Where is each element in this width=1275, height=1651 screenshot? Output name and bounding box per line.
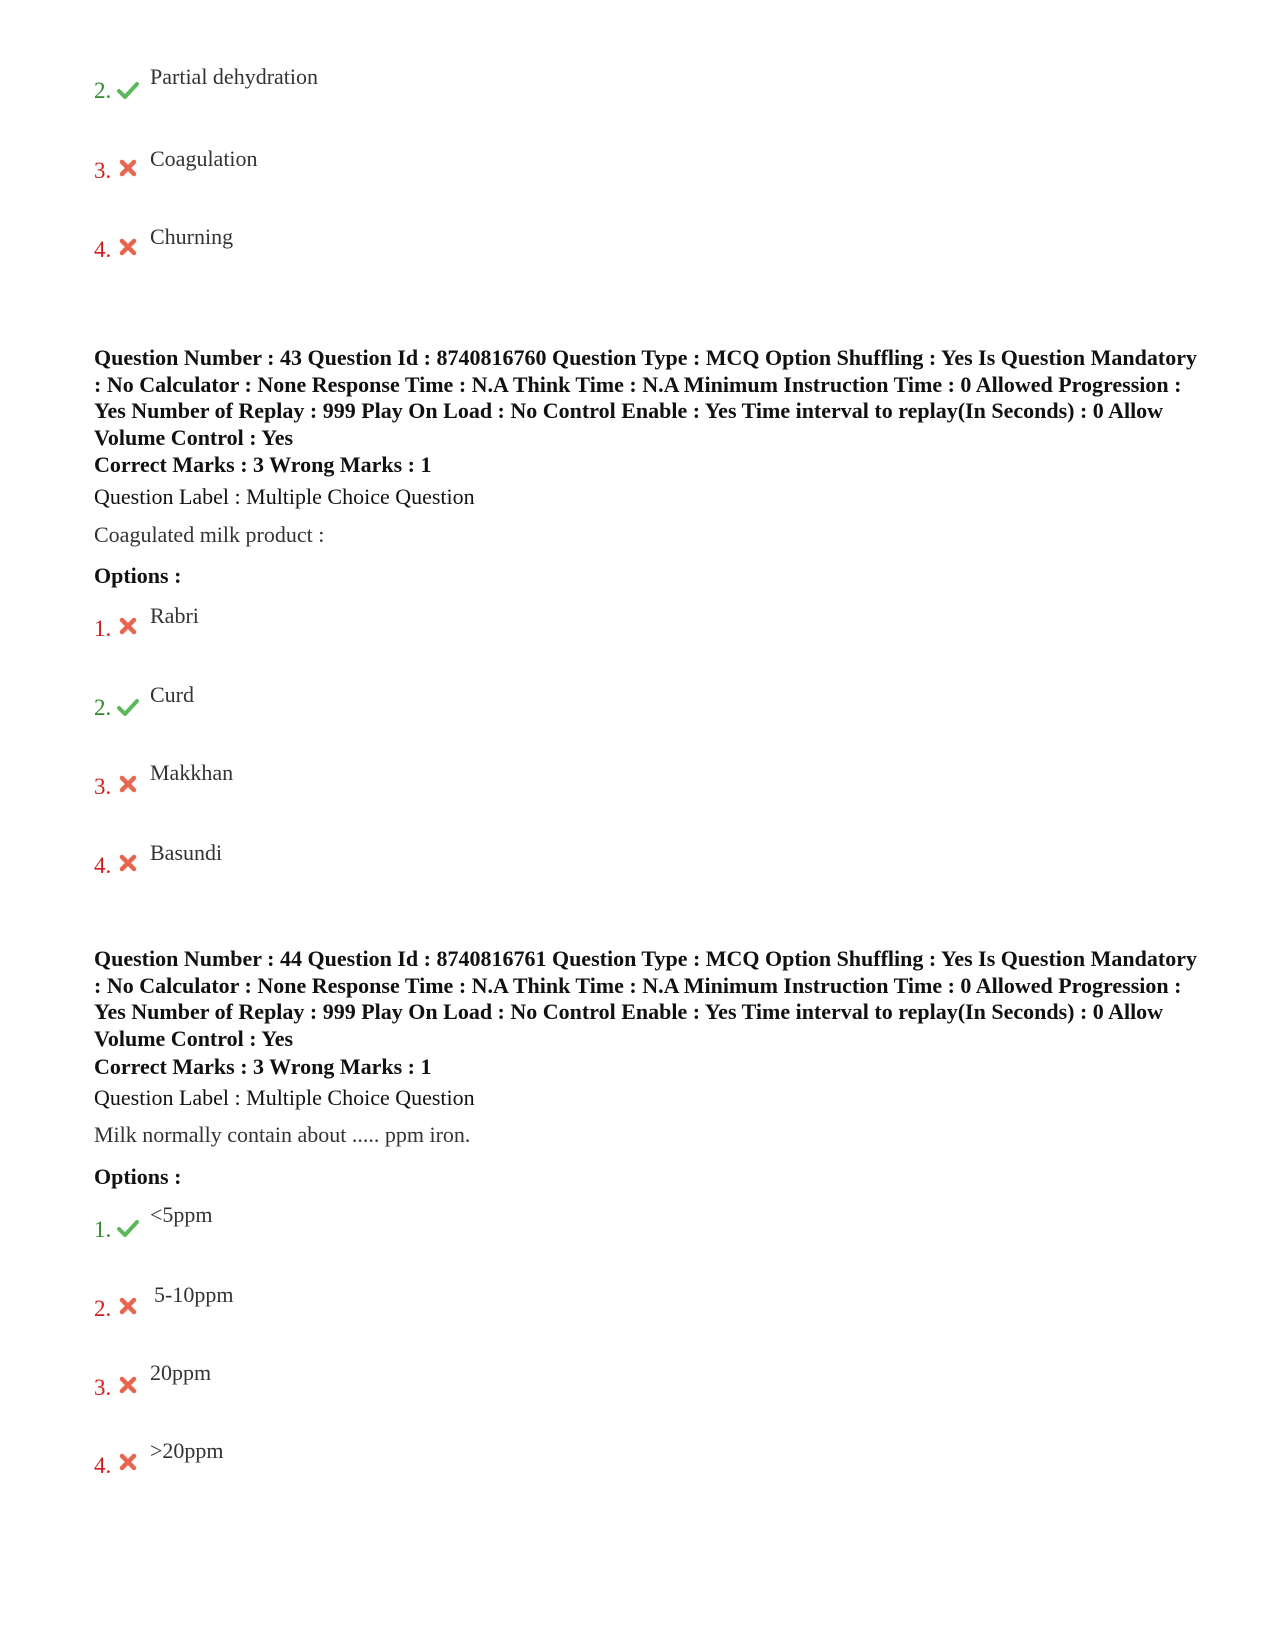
question-label: Question Label : Multiple Choice Question (94, 1085, 475, 1110)
question-label: Question Label : Multiple Choice Question (94, 484, 475, 509)
option-text: 20ppm (150, 1360, 212, 1385)
option-text: Coagulation (150, 146, 258, 171)
cross-icon (116, 156, 140, 180)
cross-icon (116, 851, 140, 875)
option-number: 2. (94, 78, 112, 103)
cross-icon (116, 1450, 140, 1474)
option-text: Churning (150, 224, 234, 249)
option-number: 1. (94, 616, 112, 641)
option-4 (94, 840, 694, 900)
option-text: <5ppm (150, 1202, 213, 1227)
option-text: Curd (150, 682, 194, 707)
option-text: Partial dehydration (150, 64, 319, 89)
options-title: Options : (94, 1164, 182, 1189)
option-text: Rabri (150, 603, 199, 628)
option-1 (94, 1202, 694, 1262)
cross-icon (116, 1373, 140, 1397)
cross-icon (116, 614, 140, 638)
option-number: 2. (94, 1296, 112, 1321)
option-3 (94, 146, 694, 206)
option-number: 4. (94, 1453, 112, 1478)
check-icon (116, 1216, 140, 1240)
question-header: Question Number : 43 Question Id : 8740816760 Question Type : MCQ Option Shuffling : Yes Is Question Mandatory : No Calculator : None Response Time : N.A Think Time : N.A Minimum Instruction Time : 0 Allowed Progression : Yes Number of Replay : 999 Play On Load : No Control Enable : Yes Time interval to replay(In Seconds) : 0 Allow Volume Control : Yes (94, 345, 1197, 450)
check-icon (116, 78, 140, 102)
marks-line: Correct Marks : 3 Wrong Marks : 1 (94, 1054, 432, 1079)
question-header: Question Number : 44 Question Id : 8740816761 Question Type : MCQ Option Shuffling : Yes Is Question Mandatory : No Calculator : None Response Time : N.A Think Time : N.A Minimum Instruction Time : 0 Allowed Progression : Yes Number of Replay : 999 Play On Load : No Control Enable : Yes Time interval to replay(In Seconds) : 0 Allow Volume Control : Yes (94, 946, 1197, 1051)
option-text: 5-10ppm (154, 1282, 234, 1307)
option-number: 4. (94, 237, 112, 262)
option-number: 3. (94, 774, 112, 799)
cross-icon (116, 772, 140, 796)
option-text: >20ppm (150, 1438, 224, 1463)
option-4 (94, 1438, 694, 1498)
check-icon (116, 695, 140, 719)
option-4 (94, 224, 694, 284)
option-number: 2. (94, 695, 112, 720)
option-3 (94, 760, 694, 820)
cross-icon (116, 1294, 140, 1318)
option-number: 3. (94, 1375, 112, 1400)
option-number: 1. (94, 1217, 112, 1242)
option-3 (94, 1360, 694, 1420)
option-text: Makkhan (150, 760, 234, 785)
option-2 (94, 1282, 694, 1342)
marks-line: Correct Marks : 3 Wrong Marks : 1 (94, 452, 432, 477)
options-title: Options : (94, 563, 182, 588)
cross-icon (116, 235, 140, 259)
option-text: Basundi (150, 840, 223, 865)
option-1 (94, 603, 694, 663)
option-2 (94, 682, 694, 742)
option-number: 4. (94, 853, 112, 878)
question-text: Coagulated milk product : (94, 522, 325, 547)
option-number: 3. (94, 158, 112, 183)
question-text: Milk normally contain about ..... ppm iron. (94, 1122, 471, 1147)
option-2 (94, 64, 694, 124)
